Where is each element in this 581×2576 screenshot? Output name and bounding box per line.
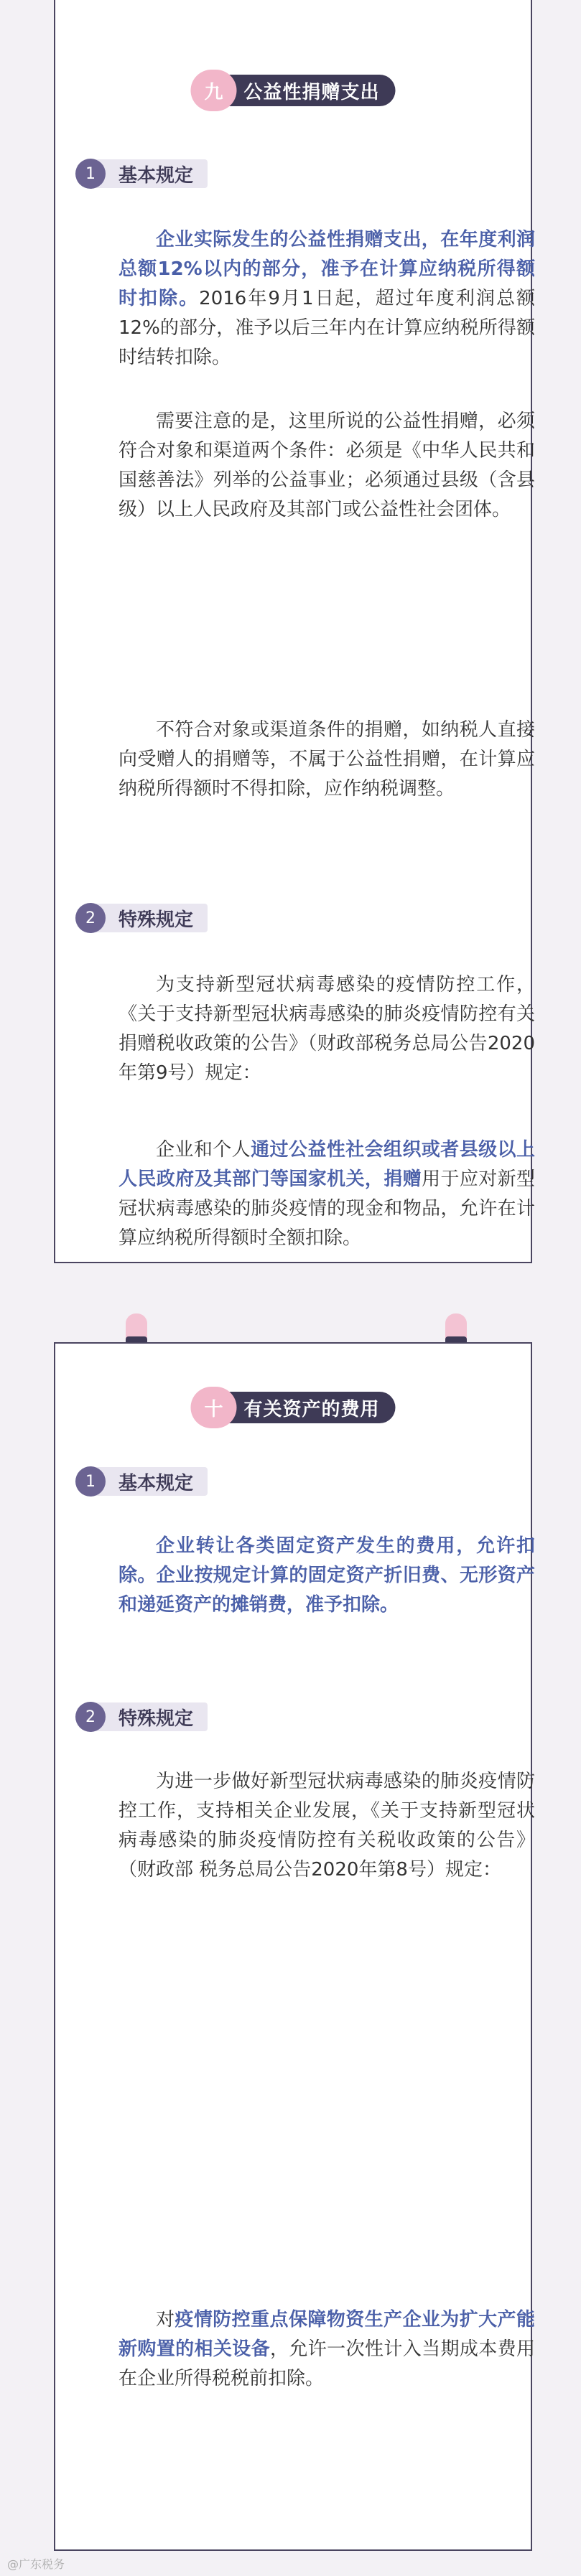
asset-basic-rule-number: 1 <box>75 1466 106 1497</box>
asset-basic-rule-highlight: 企业转让各类固定资产发生的费用，允许扣除。企业按规定计算的固定资产折旧费、无形资产和递延资产的摊销费，准予扣除。 <box>118 1535 535 1616</box>
special-rule-paragraph-2 <box>118 1135 535 1253</box>
asset-special-rule-label: 特殊规定 <box>94 1702 208 1731</box>
basic-rule-text: 2016年9月1日起，超过年度利润总额12%的部分，准予以后三年内在计算应纳税所得额时结转扣除。 <box>118 288 535 368</box>
special-rule-number: 2 <box>75 903 106 933</box>
basic-rule-paragraph-2: 需要注意的是，这里所说的公益性捐赠，必须符合对象和渠道两个条件：必须是《中华人民共和国慈善法》列举的公益事业；必须通过县级（含县级）以上人民政府及其部门或公益性社会团体。 <box>118 411 535 520</box>
asset-special-rule-highlight: 疫情防控重点保障物资生产企业为扩大产能新购置的相关设备 <box>118 2309 535 2360</box>
section-10-card <box>54 1342 535 2551</box>
special-rule-highlight: 通过公益性社会组织或者县级以上人民政府及其部门等国家机关，捐赠 <box>118 1139 535 1190</box>
asset-basic-rule-header <box>75 1466 208 1497</box>
section-10-number: 十 <box>190 1387 236 1428</box>
section-10-title <box>190 1387 395 1428</box>
special-rule-header <box>75 902 208 934</box>
asset-basic-rule-paragraph <box>118 1532 535 1620</box>
basic-rule-number: 1 <box>75 159 106 189</box>
section-10-title-text: 有关资产的费用 <box>210 1392 395 1423</box>
special-rule-text-a: 企业和个人 <box>156 1139 251 1161</box>
basic-rule-paragraph-1 <box>118 225 535 373</box>
asset-special-rule-paragraph-1: 为进一步做好新型冠状病毒感染的肺炎疫情防控工作，支持相关企业发展，《关于支持新型冠状病毒感染的肺炎疫情防控有关税收政策的公告》（财政部 税务总局公告2020年第8号）规定： <box>118 1771 535 1881</box>
asset-special-rule-paragraph-2 <box>118 2305 535 2394</box>
basic-rule-highlight: 企业实际发生的公益性捐赠支出，在年度利润总额12%以内的部分，准予在计算应纳税所得额时扣除。 <box>118 229 535 309</box>
basic-rule-paragraph-3: 不符合对象或渠道条件的捐赠，如纳税人直接向受赠人的捐赠等，不属于公益性捐赠，在计算应纳税所得额时不得扣除，应作纳税调整。 <box>118 719 535 800</box>
section-9-title <box>190 70 395 111</box>
section-9-card <box>54 0 535 1263</box>
asset-special-rule-text-b: ，允许一次性计入当期成本费用在企业所得税税前扣除。 <box>118 2338 535 2389</box>
special-rule-paragraph-1: 为支持新型冠状病毒感染的疫情防控工作，《关于支持新型冠状病毒感染的肺炎疫情防控有关捐赠税收政策的公告》（财政部税务总局公告2020年第9号）规定： <box>118 974 535 1084</box>
special-rule-text-b: 用于应对新型冠状病毒感染的肺炎疫情的现金和物品，允许在计算应纳税所得额时全额扣除。 <box>118 1168 535 1249</box>
asset-basic-rule-label: 基本规定 <box>94 1467 208 1496</box>
watermark: @广东税务 <box>7 2557 65 2571</box>
asset-special-rule-header <box>75 1701 208 1733</box>
special-rule-label: 特殊规定 <box>94 904 208 932</box>
basic-rule-label: 基本规定 <box>94 159 208 188</box>
section-9-number: 九 <box>190 70 236 111</box>
asset-special-rule-number: 2 <box>75 1702 106 1732</box>
asset-special-rule-text-a: 对 <box>156 2309 175 2331</box>
basic-rule-header <box>75 158 208 189</box>
section-9-title-text: 公益性捐赠支出 <box>210 75 395 106</box>
